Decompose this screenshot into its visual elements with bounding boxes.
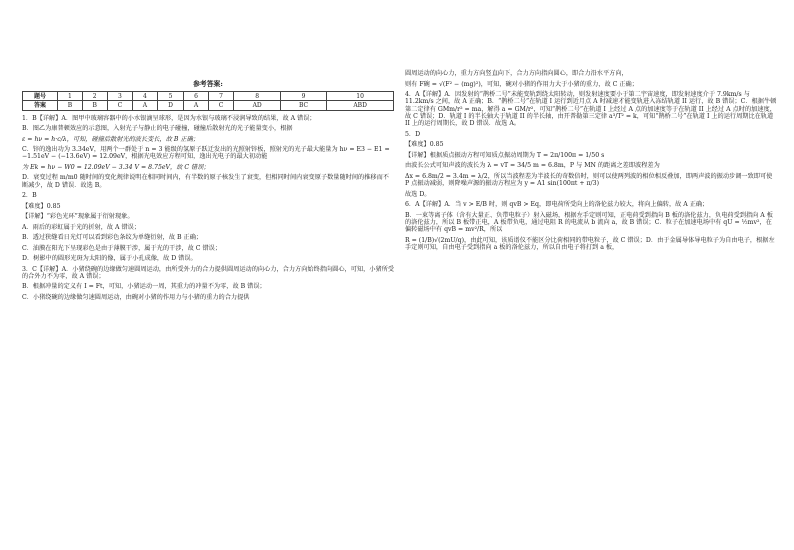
q5-path-difference: Δx = 6.8m/2 = 3.4m = λ/2，所以当波程差为半波长的奇数倍时，则可以使两列波的相位相反叠加，即两声波的振动步调一致即可使 P 点振动减弱，则降噪声源的振动方程应为 y = A1 sin(100πt + π/3) (405, 172, 773, 188)
q1-paragraph-c: C．锌的逸出功为 3.34eV，用两个一群处于 n = 3 能级的氢原子跃迁发出的光照射锌板，照射光的光子最大能量为 hν = E3 − E1 = −1.51eV − (−13.6eV) = 12.09eV，根据光电效应方程可知，逸出光电子的最大初动能 (22, 146, 390, 161)
answer-cell: A (133, 101, 157, 110)
q3-paragraph-a: 3．C【详解】A．小猪绕碗的边缘做匀速圆周运动，由所受外力的合力提供圆周运动的向心力，合力方向始终指向圆心，可知，小猪所受的合外力不为零，故 A 错误； (22, 265, 395, 280)
q4-paragraph: 4．A【详解】A．因发射的“鹊桥二号”未能变轨到绕太阳转动，则发射速度要小于第二宇宙速度，即发射速度介于 7.9km/s 与 11.2km/s 之间，故 A 正确；B．“鹊桥二号”在轨道 I 运行到近月点 A 时减速才能变轨进入冻结轨道 II 运行，故 B 错误；C．根据牛顿第二定律有 GMm/r² = ma，解得 a = GM/r²，可知“鹊桥二号”在轨道 I 上经过 A 点的加速度等于在轨道 II 上经过 A 点时的加速度，故 C 错误；D．轨道 I 的半长轴大于轨道 II 的半长轴，由开普勒第三定律 a³/T² = k，可知“鹊桥二号”在轨道 I 上的运行周期比在轨道 II 上的运行周期长，故 D 错误．故选 A。 (405, 91, 777, 128)
q1-formula-compton: ε = hν = h·c/λ，可知，碰撞后散射光的波长变长，故 B 正确； (22, 135, 199, 143)
number-cell: 10 (327, 92, 394, 101)
number-cell: 6 (184, 92, 208, 101)
q5-difficulty: 【难度】0.85 (405, 141, 444, 149)
right-column (405, 70, 777, 255)
q2-option-c: C．油膜在阳光下呈现彩色是由于薄膜干涉，属于光的干涉，故 C 错误； (22, 244, 222, 252)
answer-cell: AD (234, 101, 281, 110)
q2-option-b: B．透过狭缝看日光灯可以看到彩色条纹为单缝衍射，故 B 正确； (22, 234, 203, 242)
answer-label-cell: 答案 (23, 101, 58, 110)
number-cell: 3 (107, 92, 133, 101)
q5-answer: 5．D (405, 130, 421, 138)
q5-period: 【详解】根据质点振动方程可知质点振动周期为 T = 2π/100π = 1/50 s (405, 151, 605, 159)
answer-table-number-row (23, 92, 394, 101)
answer-table (22, 91, 394, 111)
answer-table-answer-row (23, 101, 394, 110)
q6-option-b-c: B．一束等离子体（含有大量正、负带电粒子）射入磁场，根据左手定则可知，正电荷受到指向 B 板的洛伦兹力，负电荷受到指向 A 板的洛伦兹力，所以 B 板带正电，A 板带负电，通过电阻 R 的电流从 b 流向 a，故 B 错误；C．粒子在加速电场中有 qU = ½mv²，在偏转磁场中有 qvB = mv²/R，所以 (405, 211, 773, 234)
number-cell: 9 (280, 92, 326, 101)
q3-paragraph-c: C．小猪绕碗的边缘做匀速圆周运动，由碗对小猪的作用力与小猪的重力的合力提供 (22, 293, 250, 301)
number-cell: 1 (58, 92, 83, 101)
q3-paragraph-b: B．根据冲量的定义有 I = Ft，可知，小猪运动一周，其重力的冲量不为零，故 B 错误； (22, 283, 266, 291)
q5-wavelength: 由波长公式可知声波的波长为 λ = vT = 34/5 m = 6.8m，P 与 MN 的距离之差即波程差为 (405, 162, 660, 170)
q1-formula-ek: 为 Ek = hν − W0 = 12.09eV − 3.34 V = 8.75eV，故 C 错误； (22, 163, 210, 171)
q1-paragraph-d: D．衰变过程 m/m0 随时间的变化规律说明在相同时间内，有半数的原子核发生了衰变，但相同时间内衰变原子数量随时间的推移而不断减少，故 D 错误．故选 B。 (22, 174, 389, 189)
q6-option-a: 6．A【详解】A．当 v > E/B 时，则 qvB > Eq，即电荷所受向上的洛伦兹力较大，将向上偏转，故 A 正确； (405, 201, 709, 209)
q2-option-d: D．树影中的圆形光斑为太阳的像，属于小孔成像，故 D 错误。 (22, 255, 197, 263)
answer-cell: C (208, 101, 234, 110)
q1-paragraph-a: 1．B【详解】A．图甲中玻璃容器中的小水银滴呈球形，是因为水银与玻璃不浸润导致的结果，故 A 错误； (22, 114, 316, 122)
q2-answer: 2．B (22, 192, 37, 200)
answer-cell: B (82, 101, 107, 110)
q3-continued: 圆周运动的向心力，重力方向竖直向下，合力方向指向圆心，即合力沿水平方向， (405, 70, 628, 77)
left-column (22, 70, 394, 304)
number-cell: 5 (157, 92, 184, 101)
answer-cell: A (184, 101, 208, 110)
q3-formula: 则有 F碗 = √(F² − (mg)²)，可知，碗对小猪的作用力大于小猪的重力，故 C 正确； (405, 80, 638, 88)
q1-paragraph-b: B．图乙为康普顿效应的示意图，入射光子与静止的电子碰撞，碰撞后散射光的光子能量变小，根据 (22, 125, 293, 133)
answer-cell: D (157, 101, 184, 110)
q2-difficulty: 【难度】0.85 (22, 202, 61, 210)
q2-option-a: A．雨后的彩虹属于光的折射，故 A 错误； (22, 223, 141, 231)
number-cell: 4 (133, 92, 157, 101)
number-cell: 8 (234, 92, 281, 101)
number-cell: 2 (82, 92, 107, 101)
answer-title: 参考答案: (193, 80, 223, 88)
q2-explanation: 【详解】“彩色光环”现象属于衍射现象。 (22, 213, 134, 221)
answer-cell: C (107, 101, 133, 110)
answer-cell: BC (280, 101, 326, 110)
q5-choice: 故选 D。 (405, 190, 431, 198)
answer-cell: ABD (327, 101, 394, 110)
q6-option-c-d: R = (1/B)√(2mU/q)，由此可知，该质谱仪不能区分比荷相同的带电粒子，故 C 错误；D．由于金属导体导电粒子为自由电子，根据左手定则可知，自由电子受到指向 a 板的洛伦兹力，所以自由电子将打到 a 板， (405, 236, 775, 251)
question-label-cell: 题号 (23, 92, 58, 101)
number-cell: 7 (208, 92, 234, 101)
answer-cell: B (58, 101, 83, 110)
